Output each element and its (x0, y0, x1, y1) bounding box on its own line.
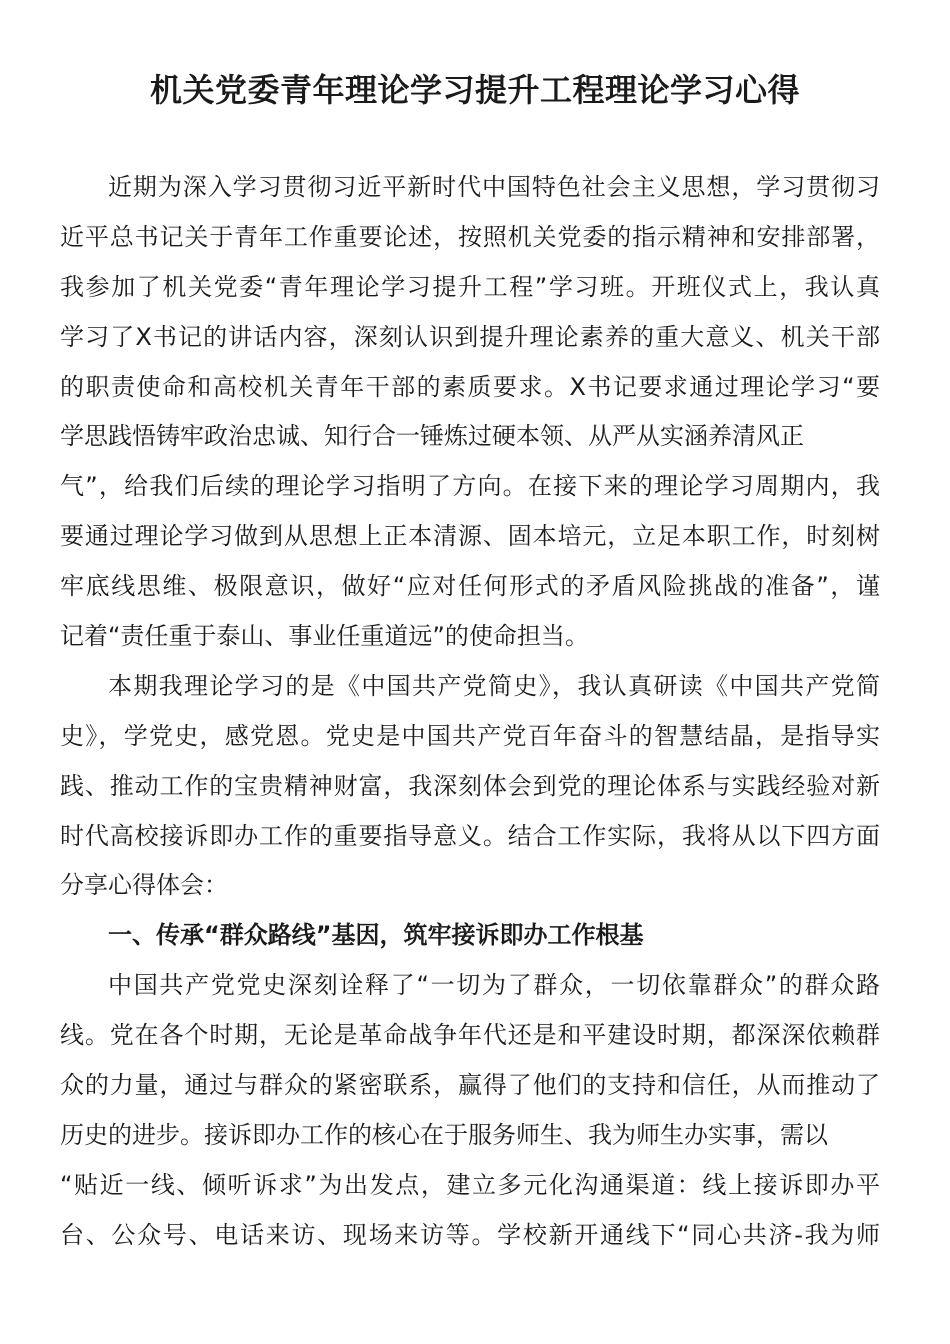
body-line: 台、公众号、电话来访、现场来访等。学校新开通线下“同心共济-我为师 (60, 1220, 880, 1249)
body-line: 分享心得体会： (60, 871, 228, 900)
body-line: “贴近一线、倾听诉求”为出发点，建立多元化沟通渠道：线上接诉即办平 (60, 1170, 880, 1199)
body-line: 众的力量，通过与群众的紧密联系，赢得了他们的支持和信任，从而推动了 (60, 1071, 880, 1100)
body-line: 近期为深入学习贯彻习近平新时代中国特色社会主义思想，学习贯彻习 (108, 173, 880, 201)
body-line: 的职责使命和高校机关青年干部的素质要求。X书记要求通过理论学习“要 (60, 372, 880, 401)
body-line: 史》，学党史，感党恩。党史是中国共产党百年奋斗的智慧结晶，是指导实 (60, 721, 880, 750)
body-line: 学习了X书记的讲话内容，深刻认识到提升理论素养的重大意义、机关干部 (60, 322, 880, 351)
body-line: 要通过理论学习做到从思想上正本清源、固本培元，立足本职工作，时刻树 (60, 522, 880, 551)
body-line: 牢底线思维、极限意识，做好“应对任何形式的矛盾风险挑战的准备”，谨 (60, 572, 880, 601)
section-heading: 一、传承“群众路线”基因，筑牢接诉即办工作根基 (108, 921, 644, 950)
body-line: 践、推动工作的宝贵精神财富，我深刻体会到党的理论体系与实践经验对新 (60, 771, 880, 800)
document-body (60, 163, 880, 1261)
body-line: 中国共产党党史深刻诠释了“一切为了群众，一切依靠群众”的群众路 (108, 971, 880, 1000)
body-line: 近平总书记关于青年工作重要论述，按照机关党委的指示精神和安排部署， (60, 222, 880, 251)
body-line: 本期我理论学习的是《中国共产党简史》，我认真研读《中国共产党简 (108, 671, 880, 700)
body-line: 气”，给我们后续的理论学习指明了方向。在接下来的理论学习周期内，我 (60, 472, 880, 501)
body-line: 历史的进步。接诉即办工作的核心在于服务师生、我为师生办实事，需以 (60, 1120, 828, 1149)
body-line: 记着“责任重于泰山、事业任重道远”的使命担当。 (60, 622, 589, 651)
body-line: 时代高校接诉即办工作的重要指导意义。结合工作实际，我将从以下四方面 (60, 821, 880, 850)
body-line: 我参加了机关党委“青年理论学习提升工程”学习班。开班仪式上，我认真 (60, 272, 880, 301)
body-line: 线。党在各个时期，无论是革命战争年代还是和平建设时期，都深深依赖群 (60, 1021, 880, 1050)
body-line: 学思践悟铸牢政治忠诚、知行合一锤炼过硬本领、从严从实涵养清风正 (60, 422, 804, 451)
document-title: 机关党委青年理论学习提升工程理论学习心得 (149, 71, 800, 109)
